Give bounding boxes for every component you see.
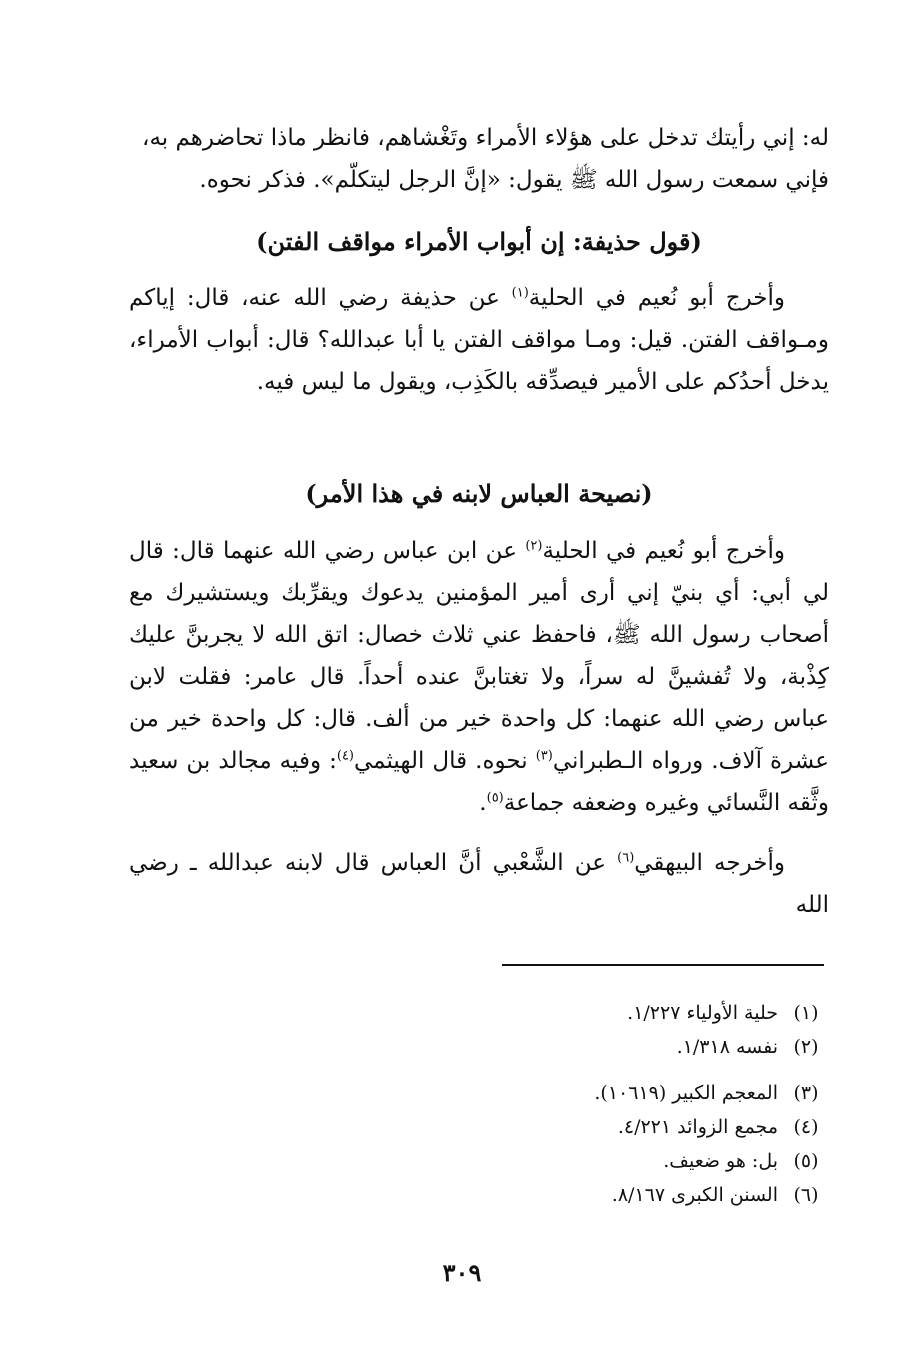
paragraph-text: وأخرج أبو نُعيم في الحلية [528,285,786,311]
section-paragraph-abbas [129,530,829,824]
footnote-number: (٥) [793,1150,819,1172]
page-number: ٣٠٩ [442,1258,482,1287]
section-heading-abbas: (نصيحة العباس لابنه في هذا الأمر) [305,479,653,508]
footnote-ref: (٦) [617,850,635,866]
footnote-number: (٦) [793,1184,819,1206]
footnote-text: حلية الأولياء ١/٢٢٧. [627,1002,778,1024]
paragraph-text: نحوه. قال الهيثمي [354,748,536,774]
footnote-text: بل: هو ضعيف. [663,1150,778,1172]
footnote-ref: (١) [511,285,529,301]
footnote-text: مجمع الزوائد ٤/٢٢١. [617,1116,778,1138]
footnote-ref: (٣) [535,748,553,764]
footnote-item [466,996,826,1030]
footnote-item [466,1144,826,1178]
footnote-text: نفسه ١/٣١٨. [676,1036,778,1058]
paragraph-line: فإني سمعت رسول الله ﷺ يقول: «إنَّ الرجل ليتكلّم». فذكر نحوه. [199,167,829,193]
footnote-item [466,1110,826,1144]
continuation-paragraph [129,117,829,201]
footnote-item [466,1178,826,1212]
paragraph-line: له: إني رأيتك تدخل على هؤلاء الأمراء وتَغْشاهم، فانظر ماذا تحاضرهم به، [142,125,829,151]
footnote-number: (٢) [793,1036,819,1058]
section-heading-hudhayfa: (قول حذيفة: إن أبواب الأمراء مواقف الفتن) [256,227,702,256]
footnotes-list [466,996,826,1212]
paragraph-text: وأخرج أبو نُعيم في الحلية [542,538,785,564]
footnote-item [466,1030,826,1064]
footnote-item [466,1076,826,1110]
footnote-ref: (٤) [336,748,354,764]
footnote-number: (١) [793,1002,819,1024]
paragraph-text: عن الشَّعْبي أنَّ العباس قال لابنه عبدالله ـ رضي الله [129,850,829,918]
footnote-separator [502,964,824,966]
paragraph-text: وأخرجه البيهقي [634,850,785,876]
footnote-ref: (٥) [486,790,504,806]
footnote-number: (٤) [793,1116,819,1138]
paragraph-text: عن حذيفة رضي الله عنه، قال: إياكم ومـواقف الفتن. قيل: ومـا مواقف الفتن يا أبا عبدالله؟ قال: أبواب الأمراء، يدخل أحدُكم على الأمير فيصدِّقه بالكَذِب، ويقول ما ليس فيه. [129,285,829,395]
section-paragraph-bayhaqi [129,842,829,926]
paragraph-text: : وفيه مجالد بن سعيد وثَّقه النَّسائي وغيره وضعفه جماعة [129,748,829,816]
footnote-ref: (٢) [525,538,543,554]
paragraph-text: . [479,790,487,816]
footnote-text: السنن الكبرى ٨/١٦٧. [611,1184,778,1206]
section-paragraph-hudhayfa [129,277,829,403]
paragraph-text: عن ابن عباس رضي الله عنهما قال: قال لي أبي: أي بنيّ إني أرى أمير المؤمنين يدعوك ويقرِّبك ويستشيرك مع أصحاب رسول الله ﷺ، فاحفظ عني ثلاث خصال: اتق الله لا يجربنَّ عليك كِذْبة، ولا تُفشينَّ له سراً، ولا تغتابنَّ عنده أحداً. قال عامر: فقلت لابن عباس رضي الله عنهما: كل واحدة خير من ألف. قال: كل واحدة خير من عشرة آلاف. ورواه الـطبراني [129,538,829,774]
footnote-number: (٣) [793,1082,819,1104]
footnote-text: المعجم الكبير (١٠٦١٩). [594,1082,778,1104]
